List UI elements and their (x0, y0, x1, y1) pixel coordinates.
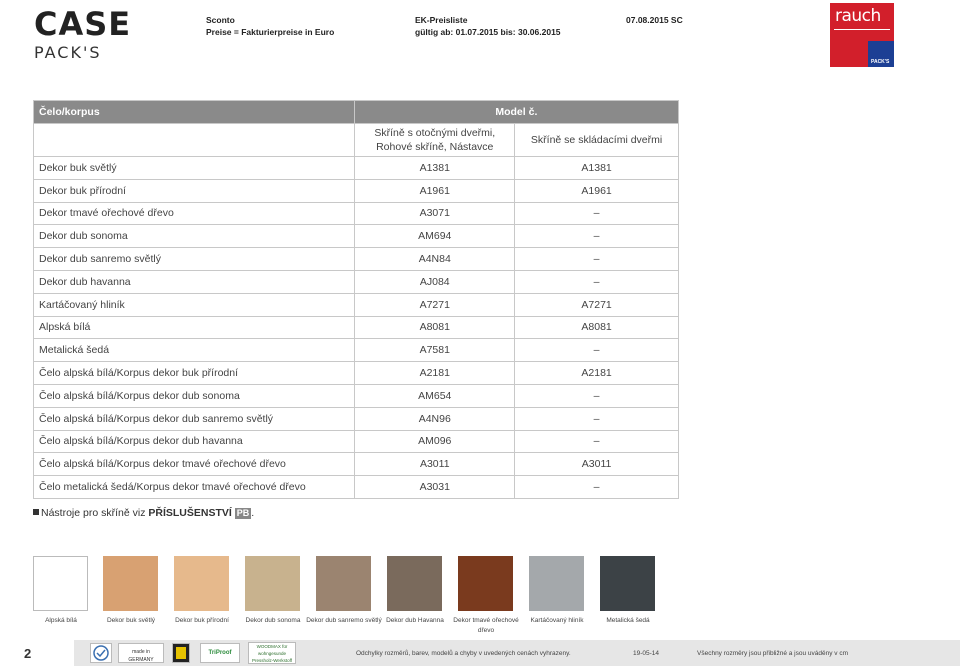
cell-model-folding: – (515, 430, 679, 453)
rauch-logo (830, 3, 894, 67)
table-row (34, 248, 679, 271)
cell-model-hinged: AJ084 (355, 270, 515, 293)
subheader-folding-doors: Skříně se skládacími dveřmi (515, 124, 679, 157)
swatch-label: Dekor dub sonoma (245, 617, 301, 624)
swatch (387, 556, 442, 611)
cell-model-hinged: A2181 (355, 362, 515, 385)
cell-model-folding: – (515, 339, 679, 362)
logo-wordmark: rauch (835, 6, 881, 26)
note-text: Nástroje pro skříně viz (41, 507, 149, 519)
bullet-square-icon (33, 509, 39, 515)
cell-name: Dekor dub sonoma (34, 225, 355, 248)
cell-name: Dekor dub havanna (34, 270, 355, 293)
table-row (34, 157, 679, 180)
table-row (34, 476, 679, 499)
swatch (174, 556, 229, 611)
swatch (600, 556, 655, 611)
cell-model-folding: – (515, 248, 679, 271)
table-row (34, 316, 679, 339)
swatch-label: Dekor buk přírodní (175, 617, 229, 624)
cell-name: Čelo alpská bílá/Korpus dekor buk přírodní (34, 362, 355, 385)
cell-model-folding: – (515, 407, 679, 430)
cell-name: Čelo alpská bílá/Korpus dekor dub sanremo světlý (34, 407, 355, 430)
cell-model-folding: A3011 (515, 453, 679, 476)
cell-model-folding: – (515, 476, 679, 499)
note-end: . (251, 507, 255, 519)
woodmax-badge: WOODMAX für wohngesunde Pressholz-Werkstoff (248, 642, 296, 664)
cell-name: Dekor buk světlý (34, 157, 355, 180)
cell-model-folding: – (515, 270, 679, 293)
cell-model-folding: – (515, 384, 679, 407)
swatch (529, 556, 584, 611)
table-row (34, 202, 679, 225)
cell-name: Čelo metalická šedá/Korpus dekor tmavé ořechové dřevo (34, 476, 355, 499)
model-table (33, 100, 679, 499)
cell-model-hinged: A8081 (355, 316, 515, 339)
cell-model-hinged: AM096 (355, 430, 515, 453)
swatch-label: Dekor buk světlý (106, 617, 156, 624)
table-row (34, 430, 679, 453)
table-row (34, 453, 679, 476)
cell-name: Čelo alpská bílá/Korpus dekor dub sonoma (34, 384, 355, 407)
cell-model-hinged: A3071 (355, 202, 515, 225)
logo-packs: PACK'S (871, 59, 890, 65)
cell-model-hinged: A7581 (355, 339, 515, 362)
cell-name: Metalická šedá (34, 339, 355, 362)
cell-model-folding: A7271 (515, 293, 679, 316)
cell-model-hinged: A1381 (355, 157, 515, 180)
column-title-front-body: Čelo/korpus (34, 101, 355, 124)
header-pricelist (415, 14, 561, 38)
cell-model-folding: A8081 (515, 316, 679, 339)
table-row (34, 293, 679, 316)
cell-name: Dekor dub sanremo světlý (34, 248, 355, 271)
table-row (34, 339, 679, 362)
made-in-germany-badge: made in GERMANY (118, 643, 164, 663)
cell-name: Kartáčovaný hliník (34, 293, 355, 316)
cell-model-hinged: AM694 (355, 225, 515, 248)
cell-name: Čelo alpská bílá/Korpus dekor dub havanna (34, 430, 355, 453)
sconto-value: Preise = Fakturierpreise in Euro (206, 27, 335, 37)
swatch-label: Kartáčovaný hliník (530, 617, 584, 624)
cell-model-hinged: A7271 (355, 293, 515, 316)
brand-packs: PACK'S (34, 43, 102, 62)
sconto-label: Sconto (206, 15, 235, 25)
logo-underline (834, 29, 890, 30)
cell-model-hinged: A3011 (355, 453, 515, 476)
subheader-hinged-doors: Skříně s otočnými dveřmi, Rohové skříně, Nástavce (355, 124, 515, 157)
accessories-note (33, 507, 254, 519)
cell-model-folding: A2181 (515, 362, 679, 385)
page-number: 2 (0, 640, 74, 666)
swatch-label: Alpská bílá (45, 617, 77, 624)
certificate-quality-icon (90, 643, 112, 663)
table-body (34, 157, 679, 499)
swatch (103, 556, 158, 611)
cell-name: Alpská bílá (34, 316, 355, 339)
table-row (34, 407, 679, 430)
brand-case: CASE (34, 5, 132, 43)
cell-model-folding: – (515, 202, 679, 225)
footer-dimensions-note: Všechny rozměry jsou přibližné a jsou uváděny v cm (697, 650, 849, 657)
swatch-label: Dekor tmavé ořechové dřevo (453, 617, 519, 634)
table-row (34, 179, 679, 202)
column-title-model: Model č. (355, 101, 679, 124)
cell-model-folding: A1381 (515, 157, 679, 180)
certificate-b-icon (172, 643, 190, 663)
table-row (34, 270, 679, 293)
table-row (34, 384, 679, 407)
table-row (34, 362, 679, 385)
cell-model-hinged: A4N96 (355, 407, 515, 430)
cell-model-folding: – (515, 225, 679, 248)
note-bold: PŘÍSLUŠENSTVÍ (148, 507, 232, 519)
swatch (458, 556, 513, 611)
table-row (34, 225, 679, 248)
cell-model-hinged: A3031 (355, 476, 515, 499)
subheader-empty (34, 124, 355, 157)
swatch-label: Dekor dub sanremo světlý (306, 617, 382, 624)
cell-name: Dekor buk přírodní (34, 179, 355, 202)
cell-name: Čelo alpská bílá/Korpus dekor tmavé ořechové dřevo (34, 453, 355, 476)
cell-model-hinged: A1961 (355, 179, 515, 202)
pricelist-label: EK-Preisliste (415, 15, 468, 25)
cell-model-folding: A1961 (515, 179, 679, 202)
header-sconto (206, 14, 334, 38)
swatch-label: Dekor dub Havanna (386, 617, 444, 624)
brand-logo (34, 5, 132, 62)
cell-model-hinged: A4N84 (355, 248, 515, 271)
pricelist-validity: gültig ab: 01.07.2015 bis: 30.06.2015 (415, 27, 561, 37)
triproof-badge: TriProof (200, 643, 240, 663)
header-date: 07.08.2015 SC (626, 15, 683, 25)
cell-name: Dekor tmavé ořechové dřevo (34, 202, 355, 225)
footer-disclaimer: Odchylky rozměrů, barev, modelů a chyby v uvedených cenách vyhrazeny. (356, 650, 571, 657)
footer-code: 19-05-14 (633, 650, 660, 657)
logo-red-bottom (830, 41, 868, 67)
swatch (33, 556, 88, 611)
swatch-label: Metalická šedá (606, 617, 650, 624)
pb-badge: PB (236, 508, 250, 518)
swatch (245, 556, 300, 611)
swatch (316, 556, 371, 611)
cell-model-hinged: AM654 (355, 384, 515, 407)
